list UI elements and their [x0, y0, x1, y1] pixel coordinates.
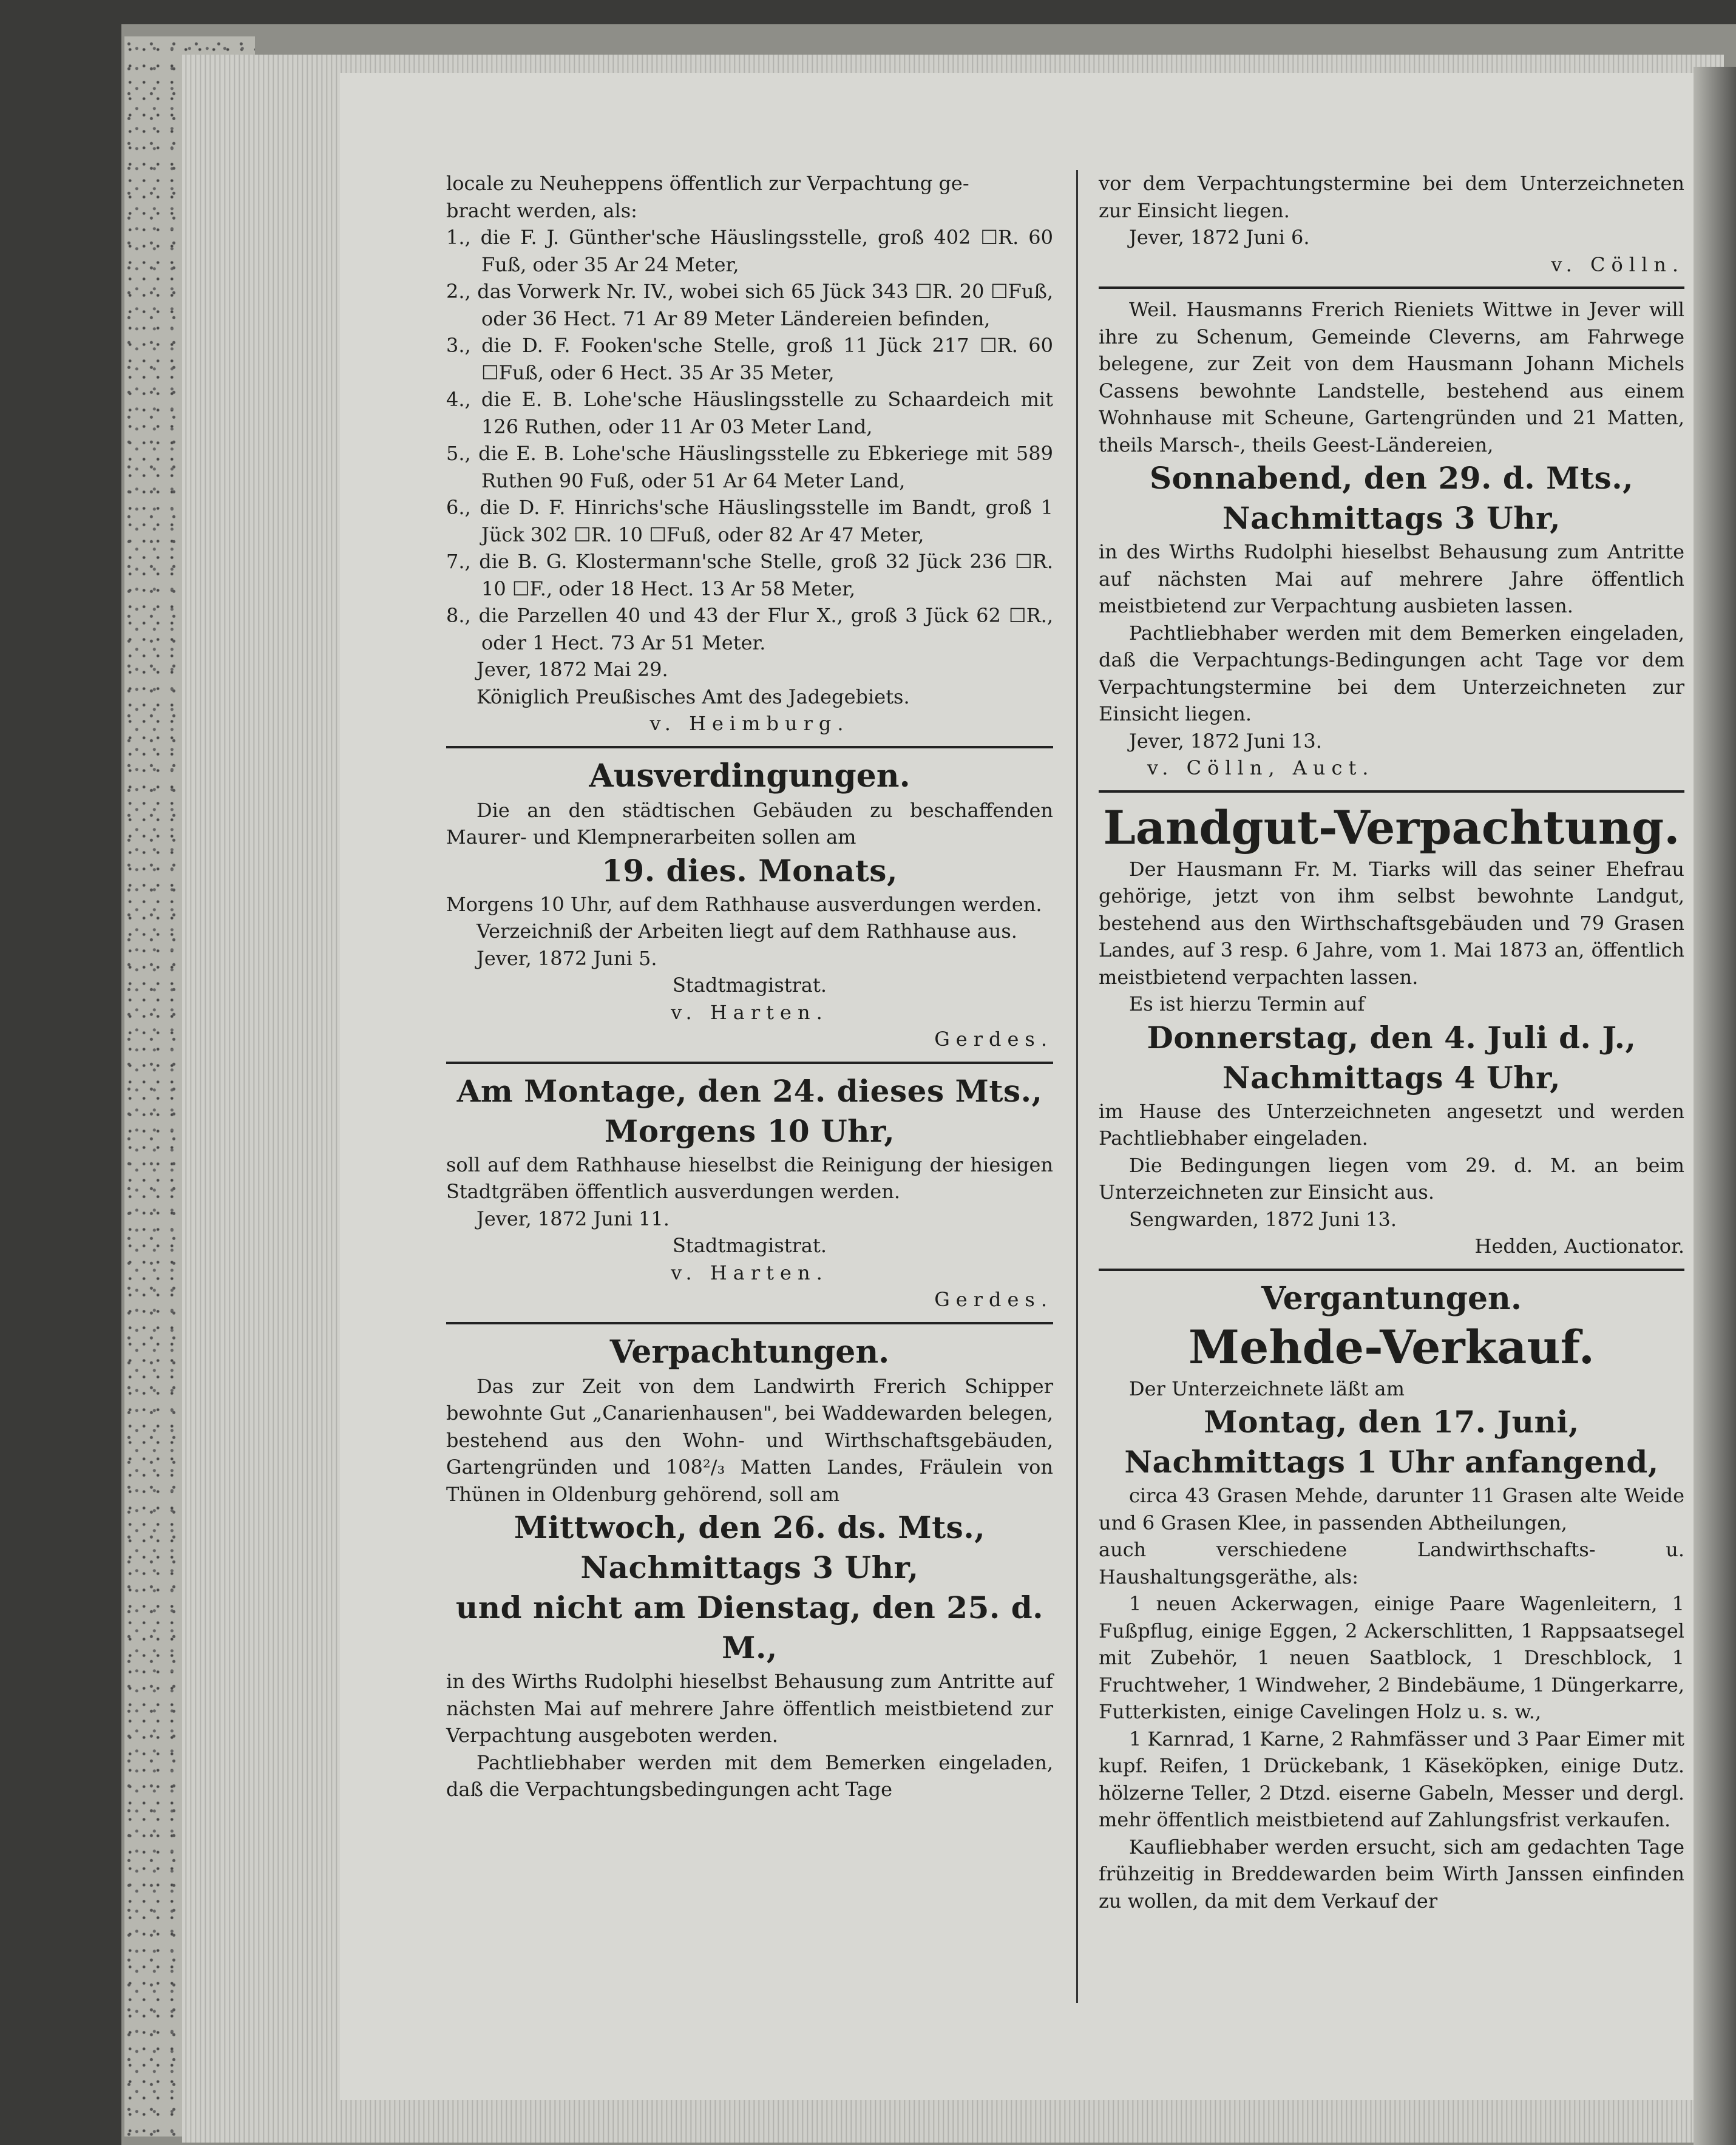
sonnabend-line: Sonnabend, den 29. d. Mts.,	[1149, 460, 1634, 496]
intro-line-1: locale zu Neuheppens öffentlich zur Verpachtung ge-	[446, 172, 969, 195]
list-item: 5., die E. B. Lohe'sche Häuslingsstelle zu Ebkeriege mit 589 Ruthen 90 Fuß, oder 51 Ar 64 Meter Land,	[446, 442, 1053, 492]
date-line: Jever, 1872 Juni 13.	[1129, 729, 1322, 753]
section-rule	[1099, 286, 1684, 289]
montag-line: Montag, den 17. Juni,	[1204, 1404, 1579, 1440]
donnerstag-line: Donnerstag, den 4. Juli d. J.,	[1147, 1019, 1636, 1056]
facing-page-edge	[1694, 67, 1736, 2145]
land-text-2: Es ist hierzu Termin auf	[1129, 992, 1365, 1015]
ausv-text: Die an den städtischen Gebäuden zu beschaffenden Maurer- und Klempnerarbeiten sollen am	[446, 798, 1053, 849]
signature: v. Harten.	[671, 1000, 829, 1024]
ausv-date: 19. dies. Monats,	[602, 852, 898, 889]
mittwoch-line: Mittwoch, den 26. ds. Mts.,	[514, 1510, 986, 1545]
mehde-text-3: auch verschiedene Landwirthschafts- u. Haushaltungsgeräthe, als:	[1099, 1538, 1684, 1588]
right-column	[1099, 170, 1684, 1914]
signature: v. Harten.	[671, 1261, 829, 1284]
signature: Gerdes.	[934, 1288, 1053, 1311]
section-rule	[446, 1062, 1053, 1064]
left-column	[446, 170, 1053, 1803]
land-text-4: Die Bedingungen liegen vom 29. d. M. an beim Unterzeichneten zur Einsicht aus.	[1099, 1153, 1684, 1204]
montag-text: soll auf dem Rathhause hieselbst die Reinigung der hiesigen Stadtgräben öffentlich ausverdungen werden.	[446, 1153, 1053, 1203]
list-item: 2., das Vorwerk Nr. IV., wobei sich 65 Jück 343 ☐R. 20 ☐Fuß, oder 36 Hect. 71 Ar 89 Meter Ländereien befinden,	[446, 280, 1053, 330]
mehde-text-4: 1 neuen Ackerwagen, einige Paare Wagenleitern, 1 Fußpflug, einige Eggen, 2 Ackerschlitten, 1 Rappsaatsegel mit Zubehör, 1 neuen Saatblock, 1 Dreschblock, 1 Fruchtweher, 1 Windweher, 2 Bindebäume, 1 Düngerkarre, Futterkisten, einige Cavelingen Holz u. s. w.,	[1099, 1592, 1684, 1723]
mehde-text-2: circa 43 Grasen Mehde, darunter 11 Grasen alte Weide und 6 Grasen Klee, in passenden Abtheilungen,	[1099, 1484, 1684, 1534]
ausv-text-3: Verzeichniß der Arbeiten liegt auf dem Rathhause aus.	[476, 920, 1017, 943]
column-divider	[1076, 170, 1078, 2003]
verp-text-3: Pachtliebhaber werden mit dem Bemerken eingeladen, daß die Verpachtungsbedingungen acht Tage	[446, 1750, 1053, 1801]
date-line: Sengwarden, 1872 Juni 13.	[1129, 1207, 1397, 1231]
signature: v. Cölln, Auct.	[1147, 756, 1375, 779]
donnerstag-time: Nachmittags 4 Uhr,	[1222, 1059, 1561, 1096]
date-line: Jever, 1872 Juni 6.	[1129, 226, 1310, 249]
weil-text-3: Pachtliebhaber werden mit dem Bemerken eingeladen, daß die Verpachtungs-Bedingungen acht Tage vor dem Verpachtungstermine bei dem Unterzeichneten zur Einsicht liegen.	[1099, 621, 1684, 725]
section-rule	[1099, 1269, 1684, 1271]
signature: v. Cölln.	[1551, 252, 1684, 276]
mehde-text-6: Kaufliebhaber werden ersucht, sich am gedachten Tage frühzeitig in Breddewarden beim Wirth Janssen einfinden zu wollen, da mit dem Verkauf der	[1099, 1835, 1684, 1913]
list-item: 7., die B. G. Klostermann'sche Stelle, groß 32 Jück 236 ☐R. 10 ☐F., oder 18 Hect. 13 Ar 58 Meter,	[446, 550, 1053, 600]
date-line: Jever, 1872 Juni 11.	[476, 1207, 670, 1230]
signature: Gerdes.	[934, 1028, 1053, 1051]
list-item: 8., die Parzellen 40 und 43 der Flur X., groß 3 Jück 62 ☐R., oder 1 Hect. 73 Ar 51 Meter.	[446, 604, 1053, 654]
heading-mehde: Mehde-Verkauf.	[1188, 1320, 1595, 1374]
list-item: 3., die D. F. Fooken'sche Stelle, groß 11 Jück 217 ☐R. 60 ☐Fuß, oder 6 Hect. 35 Ar 35 Meter,	[446, 334, 1053, 384]
authority-line: Königlich Preußisches Amt des Jadegebiets.	[476, 685, 910, 708]
heading-verpachtungen: Verpachtungen.	[609, 1333, 890, 1371]
stadtmagistrat: Stadtmagistrat.	[672, 974, 827, 997]
intro-line-2: bracht werden, als:	[446, 198, 637, 222]
date-line: Jever, 1872 Juni 5.	[476, 946, 657, 970]
top-text: vor dem Verpachtungstermine bei dem Unterzeichneten zur Einsicht liegen.	[1099, 172, 1684, 222]
mittwoch-time: Nachmittags 3 Uhr,	[580, 1550, 919, 1585]
signature: v. Heimburg.	[649, 712, 850, 735]
section-rule	[1099, 790, 1684, 793]
list-item: 4., die E. B. Lohe'sche Häuslingsstelle zu Schaardeich mit 126 Ruthen, oder 11 Ar 03 Meter Land,	[446, 388, 1053, 438]
section-rule	[446, 746, 1053, 748]
mehde-text: Der Unterzeichnete läßt am	[1129, 1377, 1405, 1400]
land-text: Der Hausmann Fr. M. Tiarks will das seiner Ehefrau gehörige, jetzt von ihm selbst bewohnte Landgut, bestehend aus den Wirthschaftsgebäuden und 79 Grasen Landes, auf 3 resp. 6 Jahre, vom 1. Mai 1873 an, öffentlich meistbietend verpachten lassen.	[1099, 857, 1684, 989]
signature: Hedden, Auctionator.	[1474, 1235, 1684, 1258]
montag-heading: Am Montage, den 24. dieses Mts.,	[456, 1072, 1043, 1109]
mittwoch-note: und nicht am Dienstag, den 25. d. M.,	[455, 1590, 1044, 1666]
heading-landgut: Landgut-Verpachtung.	[1103, 800, 1680, 855]
date-line: Jever, 1872 Mai 29.	[476, 658, 668, 681]
weil-text: Weil. Hausmanns Frerich Rieniets Wittwe in Jever will ihre zu Schenum, Gemeinde Cleverns, am Fahrwege belegene, zur Zeit von dem Hausmann Johann Michels Cassens bewohnte Landstelle, bestehend aus einem Wohnhause mit Scheune, Gartengründen und 21 Matten, theils Marsch-, theils Geest-Ländereien,	[1099, 298, 1684, 456]
sonnabend-time: Nachmittags 3 Uhr,	[1222, 500, 1561, 536]
section-rule	[446, 1322, 1053, 1324]
montag-time: Morgens 10 Uhr,	[604, 1113, 895, 1149]
list-item: 1., die F. J. Günther'sche Häuslingsstelle, groß 402 ☐R. 60 Fuß, oder 35 Ar 24 Meter,	[446, 226, 1053, 276]
montag-time: Nachmittags 1 Uhr anfangend,	[1124, 1444, 1659, 1480]
verp-text-2: in des Wirths Rudolphi hieselbst Behausung zum Antritte auf nächsten Mai auf mehrere Jahre öffentlich meistbietend zur Verpachtung ausgeboten werden.	[446, 1670, 1053, 1747]
mehde-text-5: 1 Karnrad, 1 Karne, 2 Rahmfässer und 3 Paar Eimer mit kupf. Reifen, 1 Drückebank, 1 Käseköpken, einige Dutz. hölzerne Teller, 2 Dtzd. eiserne Gabeln, Messer und dergl. mehr öffentlich meistbietend auf Zahlungsfrist verkaufen.	[1099, 1727, 1684, 1831]
heading-ausverdingungen: Ausverdingungen.	[589, 757, 910, 795]
ausv-text-2: Morgens 10 Uhr, auf dem Rathhause ausverdungen werden.	[446, 892, 1042, 916]
list-item: 6., die D. F. Hinrichs'sche Häuslingsstelle im Bandt, groß 1 Jück 302 ☐R. 10 ☐Fuß, oder 82 Ar 47 Meter,	[446, 496, 1053, 546]
land-text-3: im Hause des Unterzeichneten angesetzt und werden Pachtliebhaber eingeladen.	[1099, 1099, 1684, 1150]
stadtmagistrat: Stadtmagistrat.	[672, 1234, 827, 1257]
heading-vergantungen: Vergantungen.	[1261, 1279, 1522, 1317]
verp-text: Das zur Zeit von dem Landwirth Frerich Schipper bewohnte Gut „Canarienhausen", bei Waddewarden belegen, bestehend aus den Wohn- und Wirthschaftsgebäuden, Gartengründen und 108²/₃ Matten Landes, Fräulein von Thünen in Oldenburg gehörend, soll am	[446, 1374, 1053, 1506]
weil-text-2: in des Wirths Rudolphi hieselbst Behausung zum Antritte auf nächsten Mai auf mehrere Jahre öffentlich meistbietend zur Verpachtung ausbieten lassen.	[1099, 540, 1684, 617]
